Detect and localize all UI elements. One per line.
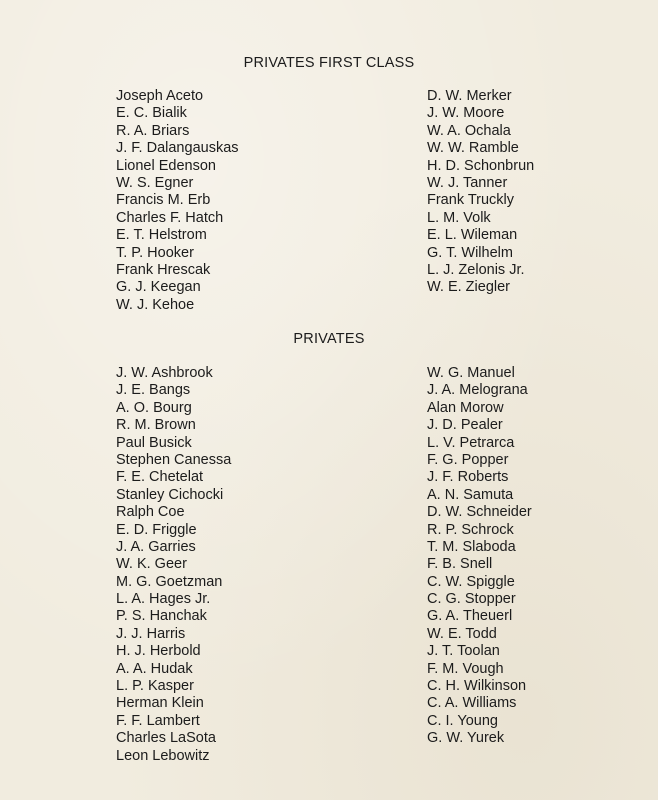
roster-name: Ralph Coe: [116, 504, 185, 521]
section-heading-privates-first-class: PRIVATES FIRST CLASS: [243, 55, 415, 71]
roster-name: R. A. Briars: [116, 122, 190, 139]
roster-name: J. E. Bangs: [116, 382, 191, 399]
roster-name: P. S. Hanchak: [116, 608, 207, 625]
roster-name: L. J. Zelonis Jr.: [427, 261, 525, 278]
roster-name: J. T. Toolan: [427, 643, 500, 660]
roster-name: E. T. Helstrom: [116, 227, 207, 244]
roster-name: Herman Klein: [116, 695, 204, 712]
roster-name: T. P. Hooker: [116, 244, 194, 261]
roster-name: Stanley Cichocki: [116, 486, 224, 503]
roster-name: C. A. Williams: [427, 695, 517, 712]
roster-name: W. E. Todd: [427, 625, 497, 642]
roster-name: J. F. Dalangauskas: [116, 140, 239, 157]
privates-first-class-left-column: [116, 88, 239, 314]
roster-name: F. B. Snell: [427, 556, 493, 573]
roster-name: J. W. Moore: [427, 105, 505, 122]
roster-name: W. K. Geer: [116, 556, 187, 573]
roster-name: F. M. Vough: [427, 660, 504, 677]
roster-name: Francis M. Erb: [116, 192, 211, 209]
roster-name: A. A. Hudak: [116, 660, 193, 677]
roster-name: D. W. Merker: [427, 88, 512, 104]
roster-name: Alan Morow: [427, 399, 504, 416]
roster-name: W. S. Egner: [116, 174, 194, 191]
roster-name: C. W. Spiggle: [427, 573, 515, 590]
section-heading-privates: PRIVATES: [293, 331, 365, 347]
roster-name: Paul Busick: [116, 434, 192, 451]
roster-name: L. P. Kasper: [116, 678, 194, 695]
roster-name: J. D. Pealer: [427, 417, 503, 434]
roster-name: Stephen Canessa: [116, 451, 232, 468]
roster-name: W. J. Tanner: [427, 174, 508, 191]
roster-name: R. M. Brown: [116, 417, 196, 434]
roster-name: C. H. Wilkinson: [427, 678, 527, 695]
privates-right-column: [427, 365, 532, 748]
roster-name: W. E. Ziegler: [427, 279, 510, 296]
roster-name: C. G. Stopper: [427, 591, 516, 608]
privates-left-column: [116, 365, 231, 765]
roster-name: W. W. Ramble: [427, 140, 519, 157]
roster-name: T. M. Slaboda: [427, 538, 516, 555]
roster-name: J. F. Roberts: [427, 469, 509, 486]
roster-name: Charles LaSota: [116, 730, 216, 747]
roster-name: R. P. Schrock: [427, 521, 514, 538]
roster-name: E. L. Wileman: [427, 227, 518, 244]
roster-name: E. D. Friggle: [116, 521, 197, 538]
roster-name: H. D. Schonbrun: [427, 157, 535, 174]
roster-name: W. J. Kehoe: [116, 296, 195, 313]
roster-name: A. N. Samuta: [427, 486, 514, 503]
roster-name: C. I. Young: [427, 712, 498, 729]
roster-name: F. E. Chetelat: [116, 469, 204, 486]
roster-name: Lionel Edenson: [116, 157, 216, 174]
roster-name: L. M. Volk: [427, 209, 491, 226]
roster-name: J. W. Ashbrook: [116, 365, 213, 381]
roster-name: L. A. Hages Jr.: [116, 591, 211, 608]
roster-name: Charles F. Hatch: [116, 209, 224, 226]
roster-name: J. A. Garries: [116, 538, 196, 555]
roster-name: J. A. Melograna: [427, 382, 528, 399]
roster-name: A. O. Bourg: [116, 399, 192, 416]
roster-name: J. J. Harris: [116, 625, 186, 642]
roster-name: G. J. Keegan: [116, 279, 201, 296]
roster-name: W. G. Manuel: [427, 365, 515, 381]
roster-name: D. W. Schneider: [427, 504, 532, 521]
roster-name: F. G. Popper: [427, 451, 509, 468]
roster-name: Frank Truckly: [427, 192, 515, 209]
roster-name: H. J. Herbold: [116, 643, 201, 660]
roster-name: Frank Hrescak: [116, 261, 211, 278]
roster-name: G. A. Theuerl: [427, 608, 513, 625]
roster-name: W. A. Ochala: [427, 122, 511, 139]
roster-name: Leon Lebowitz: [116, 747, 210, 764]
roster-name: G. T. Wilhelm: [427, 244, 513, 261]
roster-name: Joseph Aceto: [116, 88, 204, 104]
roster-name: G. W. Yurek: [427, 730, 505, 747]
roster-name: M. G. Goetzman: [116, 573, 223, 590]
privates-first-class-right-column: [427, 88, 534, 297]
roster-name: E. C. Bialik: [116, 105, 187, 122]
roster-name: F. F. Lambert: [116, 712, 200, 729]
roster-name: L. V. Petrarca: [427, 434, 515, 451]
